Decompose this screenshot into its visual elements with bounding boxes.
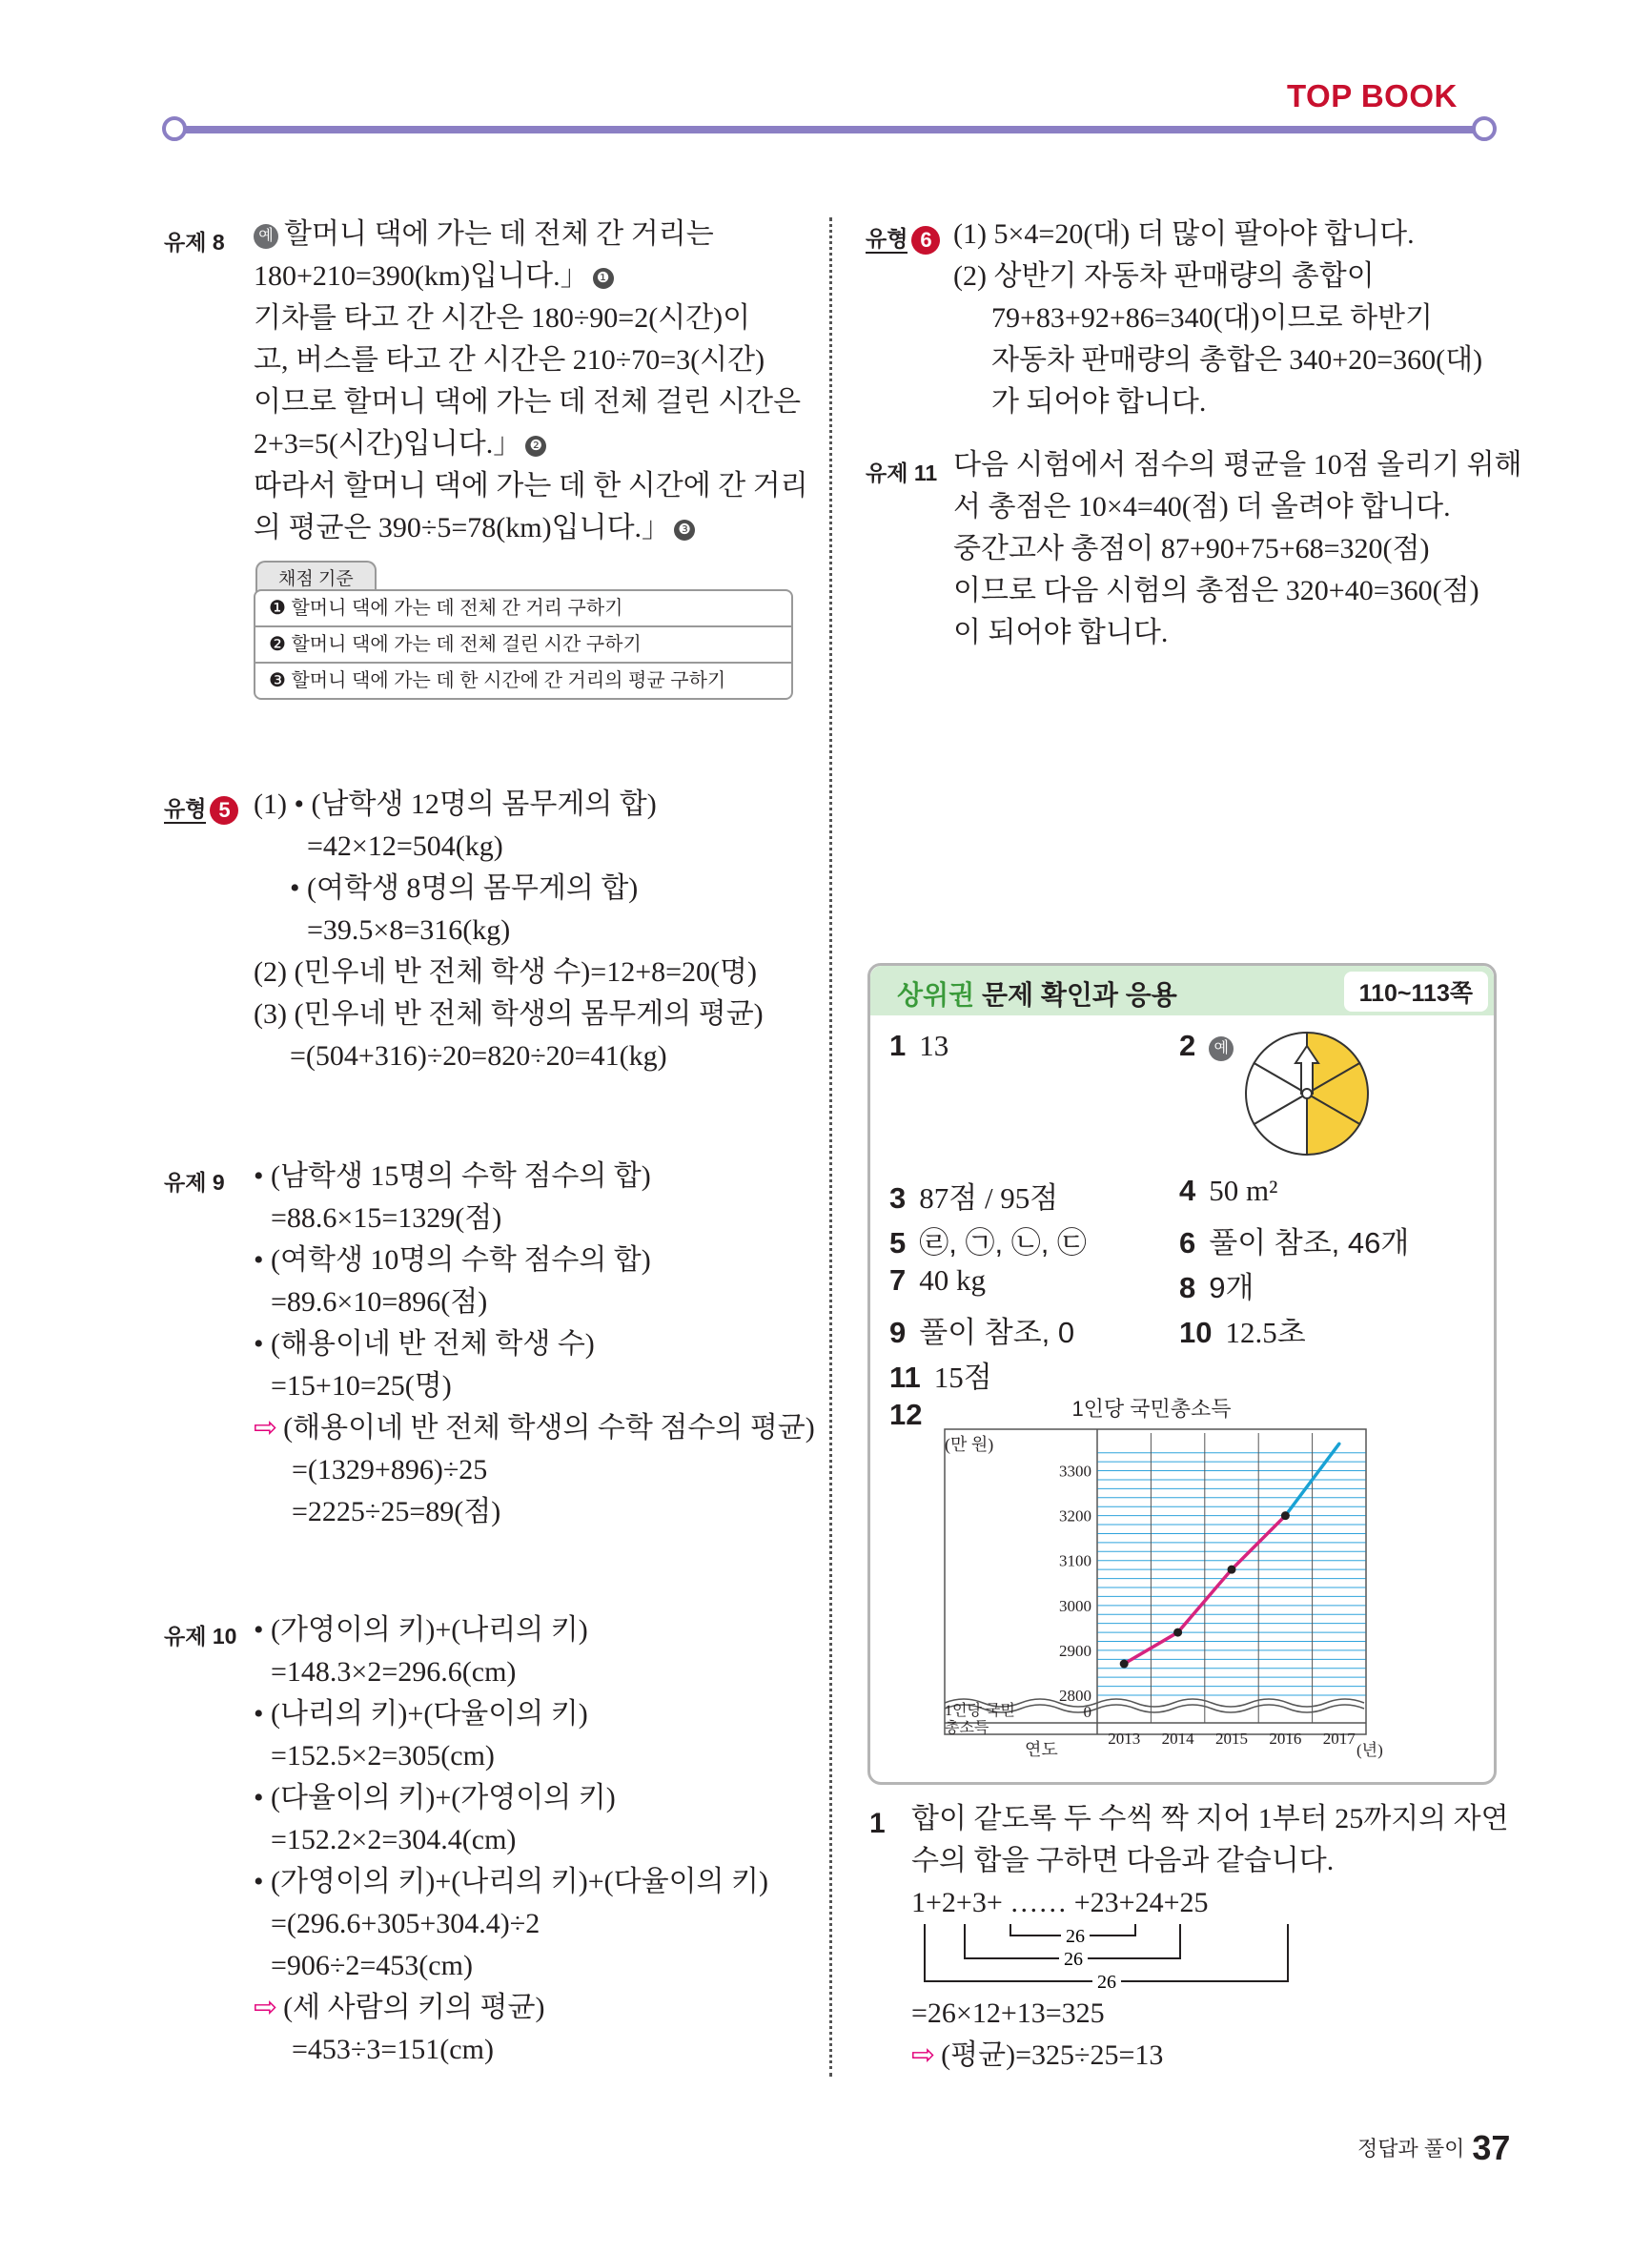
- header-title: TOP BOOK: [1287, 78, 1458, 113]
- q10-line-10: ⇨ (세 사람의 키의 평균): [254, 1991, 545, 2024]
- chart-data-point: [1120, 1660, 1129, 1669]
- answer-box-pages: 110~113쪽: [1344, 972, 1488, 1012]
- t6-badge: 6: [911, 226, 940, 255]
- q9-line-1: • (남학생 15명의 수학 점수의 합): [254, 1160, 651, 1192]
- chart-y-tick-label: 0: [1083, 1703, 1091, 1721]
- arrow-icon: ⇨: [254, 1991, 278, 2024]
- q8-line-8: 의 평균은 390÷5=78(km)입니다.」 ❸: [254, 511, 695, 545]
- scoring-table: [254, 589, 793, 700]
- t6-line-5: 가 되어야 합니다.: [991, 386, 1207, 418]
- arrow-icon: ⇨: [911, 2038, 936, 2072]
- q8-label: 유제 8: [164, 230, 225, 255]
- chart-y-tick-label: 3300: [1059, 1462, 1091, 1481]
- brace-outer-label: 26: [1097, 1972, 1116, 1993]
- q10-line-2: =148.3×2=296.6(cm): [271, 1656, 517, 1688]
- sol1-line-4: =26×12+13=325: [911, 1997, 1105, 2029]
- q9-line-7: ⇨ (해용이네 반 전체 학생의 수학 점수의 평균): [254, 1411, 815, 1444]
- spinner-center: [1302, 1089, 1312, 1098]
- brace-middle-label: 26: [1064, 1949, 1083, 1970]
- q10-line-1: • (가영이의 키)+(나리의 키): [254, 1614, 588, 1646]
- q10-line-8: =(296.6+305+304.4)÷2: [271, 1908, 540, 1939]
- t5-line-1: (1) • (남학생 12명의 몸무게의 합): [254, 789, 657, 820]
- t5-badge: 5: [210, 796, 238, 825]
- chart-unit-label: (만 원): [945, 1435, 994, 1454]
- t5-line-4: =39.5×8=316(kg): [307, 914, 511, 946]
- chart-x-tick-label: 2013: [1108, 1730, 1141, 1748]
- answer-box-header: [870, 966, 1494, 1015]
- answer-7: 7 40 kg: [889, 1263, 986, 1297]
- header-rule-right-cap: [1472, 116, 1497, 141]
- scoring-row-3: ❸ 할머니 댁에 가는 데 한 시간에 간 거리의 평균 구하기: [269, 670, 726, 691]
- sol1-line-1: 합이 같도록 두 수씩 짝 지어 1부터 25까지의 자연: [911, 1803, 1509, 1834]
- scoring-row-1: ❶ 할머니 댁에 가는 데 전체 간 거리 구하기: [255, 591, 791, 627]
- q10-line-9: =906÷2=453(cm): [271, 1950, 473, 1981]
- brace-inner-label: 26: [1066, 1926, 1085, 1947]
- t6-line-1: (1) 5×4=20(대) 더 많이 팔아야 합니다.: [953, 218, 1415, 250]
- q11-label: 유제 11: [866, 461, 938, 485]
- chart-x-tick-label: 2016: [1269, 1730, 1302, 1748]
- q8-line-6: 2+3=5(시간)입니다.」 ❷: [254, 427, 546, 461]
- answer-5: 5 ㉣, ㉠, ㉡, ㉢: [889, 1226, 1087, 1260]
- t5-line-6: (3) (민우네 반 전체 학생의 몸무게의 평균): [254, 998, 764, 1030]
- answer-6: 6 풀이 참조, 46개: [1179, 1226, 1410, 1260]
- t5-line-5: (2) (민우네 반 전체 학생 수)=12+8=20(명): [254, 956, 757, 988]
- t5-line-7: =(504+316)÷20=820÷20=41(kg): [290, 1040, 667, 1072]
- sol1-line-3: 1+2+3+ …… +23+24+25: [911, 1887, 1209, 1918]
- chart-y-tick-label: 2900: [1059, 1641, 1091, 1660]
- q10-line-3: • (나리의 키)+(다율이의 키): [254, 1698, 588, 1730]
- pairing-brace-diagram: [911, 1918, 1312, 1995]
- header-rule-left-cap: [162, 116, 187, 141]
- chart-title: 1인당 국민총소득: [1071, 1397, 1232, 1421]
- answer-box-title: 상위권 문제 확인과 응용: [897, 980, 1177, 1010]
- q9-line-8: =(1329+896)÷25: [292, 1454, 488, 1485]
- q8-line-5: 이므로 할머니 댁에 가는 데 전체 걸린 시간은: [254, 386, 802, 418]
- q8-line-1: 예 할머니 댁에 가는 데 전체 간 거리는: [254, 217, 714, 252]
- chart-y-tick-label: 3200: [1059, 1506, 1091, 1526]
- answer-box: [867, 963, 1497, 1785]
- q10-line-7: • (가영이의 키)+(나리의 키)+(다율이의 키): [254, 1866, 769, 1897]
- q9-line-2: =88.6×15=1329(점): [271, 1202, 502, 1234]
- q9-line-4: =89.6×10=896(점): [271, 1286, 488, 1318]
- answer-8: 8 9개: [1179, 1271, 1254, 1304]
- t5-line-3: • (여학생 8명의 몸무게의 합): [290, 872, 639, 904]
- answer-3: 3 87점 / 95점: [889, 1181, 1059, 1215]
- chart-frame: [945, 1429, 1366, 1734]
- arrow-icon: ⇨: [254, 1411, 278, 1444]
- page-number: 37: [1472, 2128, 1511, 2167]
- t6-line-2: (2) 상반기 자동차 판매량의 총합이: [953, 260, 1375, 292]
- t5-line-2: =42×12=504(kg): [307, 830, 503, 862]
- header-rule: [170, 126, 1485, 133]
- q9-line-3: • (여학생 10명의 수학 점수의 합): [254, 1244, 651, 1276]
- q11-line-2: 서 총점은 10×4=40(점) 더 올려야 합니다.: [953, 491, 1451, 522]
- chart-y-tick-label: 3100: [1059, 1551, 1091, 1570]
- q9-line-5: • (해용이네 반 전체 학생 수): [254, 1328, 595, 1360]
- sol1-line-2: 수의 합을 구하면 다음과 같습니다.: [911, 1845, 1335, 1876]
- chart-x-axis-label: 연도: [1025, 1740, 1058, 1759]
- chart-y-tick-label: 2800: [1059, 1687, 1091, 1705]
- q10-line-5: • (다율이의 키)+(가영이의 키): [254, 1782, 616, 1813]
- footer-text: 정답과 풀이: [1357, 2137, 1465, 2161]
- q8-line-2: 180+210=390(km)입니다.」 ❶: [254, 259, 614, 294]
- t6-line-3: 79+83+92+86=340(대)이므로 하반기: [991, 302, 1434, 334]
- gni-line-chart: [937, 1395, 1414, 1767]
- q11-line-1: 다음 시험에서 점수의 평균을 10점 올리기 위해: [953, 449, 1522, 481]
- answer-4: 4 50 m²: [1179, 1174, 1278, 1207]
- answer-10: 10 12.5초: [1179, 1316, 1306, 1349]
- chart-corner-top: 1인당 국민: [945, 1703, 1015, 1719]
- answer-11: 11 15점: [889, 1361, 992, 1394]
- sol1-number: 1: [869, 1808, 886, 1839]
- t6-label: 유형 6: [866, 221, 940, 255]
- mark-1-icon: ❶: [593, 268, 614, 289]
- column-divider: [829, 217, 832, 2077]
- spinner-figure: [1240, 1027, 1374, 1160]
- chart-x-tick-label: 2017: [1322, 1730, 1356, 1748]
- sol1-line-5: ⇨ (평균)=325÷25=13: [911, 2038, 1164, 2072]
- q10-line-4: =152.5×2=305(cm): [271, 1740, 495, 1772]
- q9-line-6: =15+10=25(명): [271, 1370, 452, 1402]
- chart-data-point: [1173, 1628, 1182, 1637]
- chart-x-tick-label: 2015: [1215, 1730, 1248, 1748]
- q10-line-6: =152.2×2=304.4(cm): [271, 1824, 517, 1855]
- mark-3-icon: ❸: [674, 520, 695, 541]
- t6-line-4: 자동차 판매량의 총합은 340+20=360(대): [991, 344, 1483, 376]
- q10-line-11: =453÷3=151(cm): [292, 2034, 494, 2065]
- chart-x-unit: (년): [1356, 1741, 1383, 1759]
- q11-line-5: 이 되어야 합니다.: [953, 617, 1169, 648]
- chart-data-point: [1281, 1511, 1290, 1520]
- q9-line-9: =2225÷25=89(점): [292, 1496, 501, 1527]
- scoring-title: 채점 기준: [255, 561, 377, 592]
- answer-12: 12: [889, 1398, 923, 1431]
- q11-line-4: 이므로 다음 시험의 총점은 320+40=360(점): [953, 575, 1479, 606]
- example-icon: 예: [1209, 1036, 1234, 1061]
- scoring-row-2: ❷ 할머니 댁에 가는 데 전체 걸린 시간 구하기: [255, 627, 791, 664]
- q10-label: 유제 10: [164, 1624, 237, 1649]
- page-footer: [1357, 2128, 1510, 2168]
- chart-corner-bottom: 총소득: [945, 1720, 989, 1736]
- q9-label: 유제 9: [164, 1170, 225, 1195]
- q8-line-4: 고, 버스를 타고 간 시간은 210÷70=3(시간): [254, 344, 765, 376]
- answer-9: 9 풀이 참조, 0: [889, 1316, 1075, 1349]
- q8-line-7: 따라서 할머니 댁에 가는 데 한 시간에 간 거리: [254, 470, 808, 502]
- t5-label: 유형 5: [164, 791, 238, 825]
- chart-x-tick-label: 2014: [1161, 1730, 1194, 1748]
- mark-2-icon: ❷: [525, 436, 546, 457]
- chart-data-point: [1228, 1566, 1236, 1574]
- answer-1: 1 13: [889, 1029, 949, 1062]
- answer-2: 2 예: [1179, 1029, 1239, 1063]
- q8-line-3: 기차를 타고 간 시간은 180÷90=2(시간)이: [254, 302, 751, 334]
- example-icon: 예: [254, 224, 278, 249]
- q11-line-3: 중간고사 총점이 87+90+75+68=320(점): [953, 533, 1430, 564]
- chart-y-tick-label: 3000: [1059, 1596, 1091, 1615]
